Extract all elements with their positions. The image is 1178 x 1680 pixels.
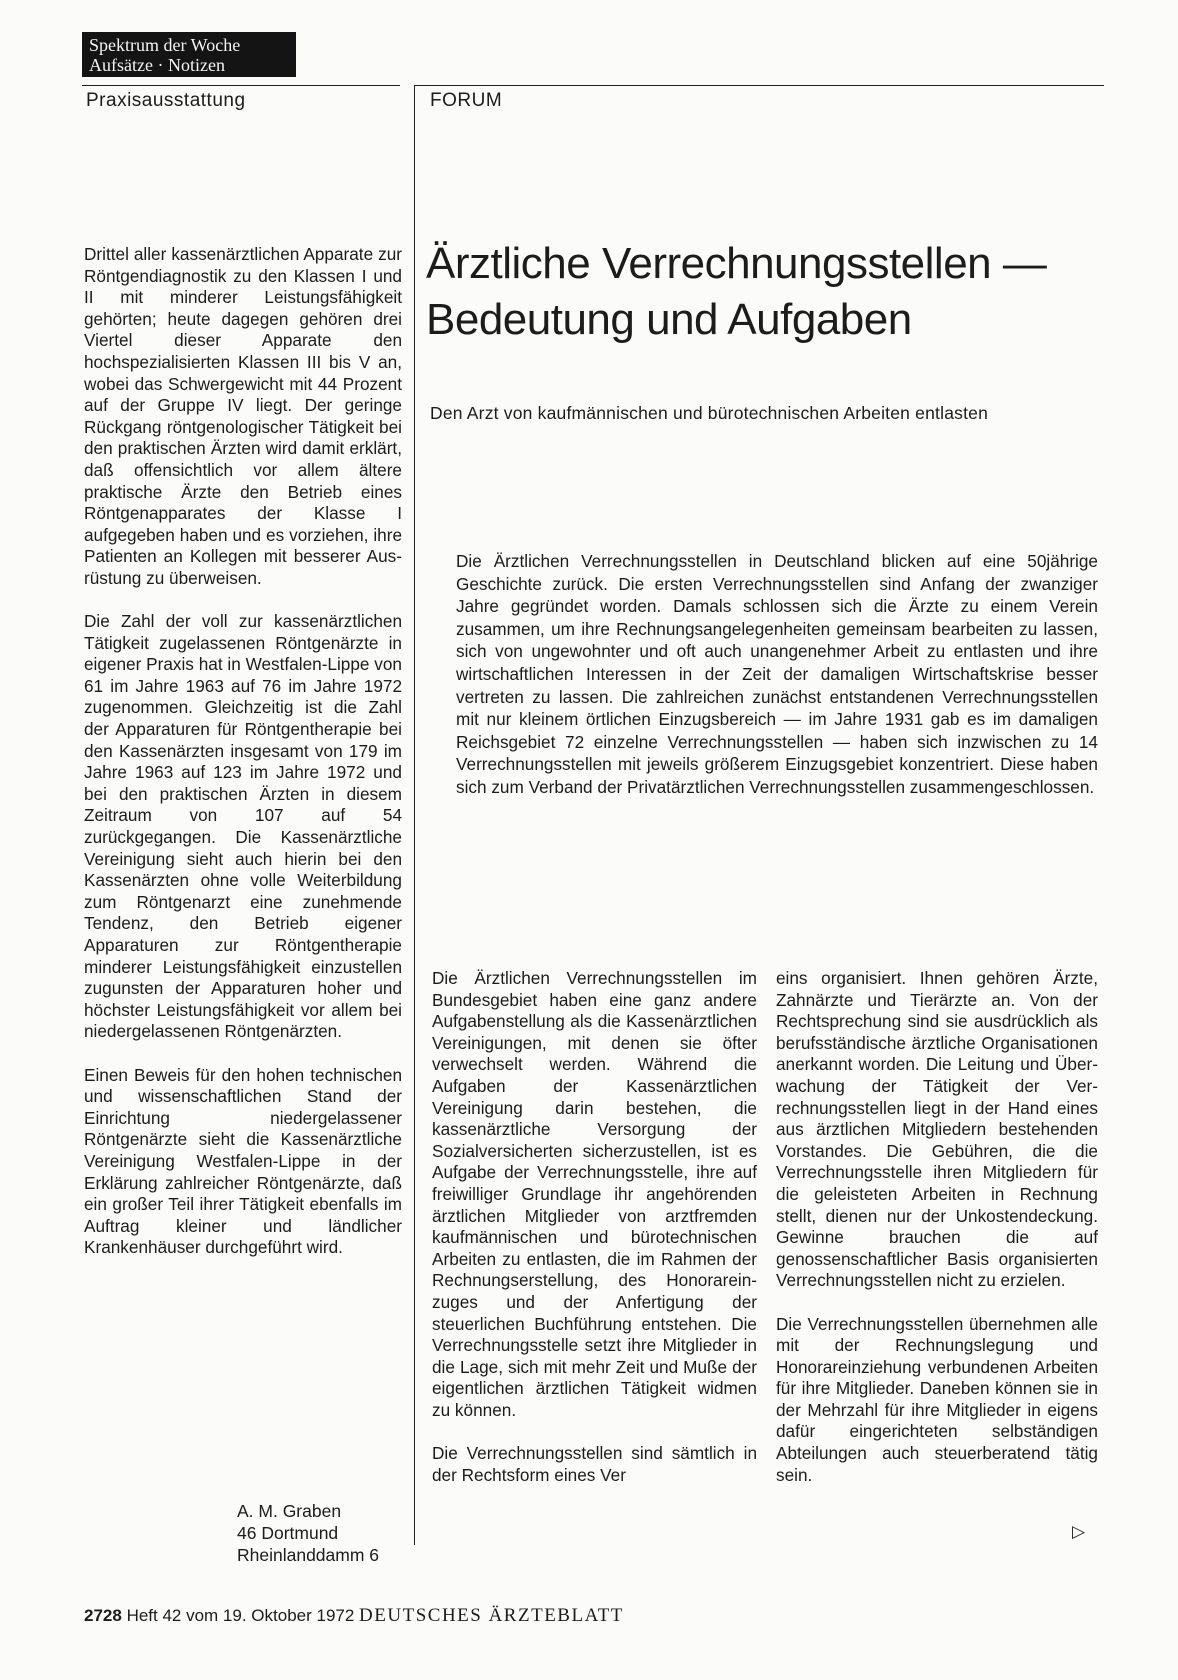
author-street: Rheinlanddamm 6 [237,1545,380,1565]
middle-paragraph-2: Die Verrechnungsstellen sind sämtlich in der Rechtsform eines Ver [432,1443,757,1485]
top-rule-left [82,85,400,86]
section-badge [82,32,296,77]
author-city: 46 Dortmund [237,1523,339,1543]
article-title-line-1: Ärztliche Verrechnungsstellen — [426,239,1047,288]
article-subtitle: Den Arzt von kaufmännischen und bürotechnischen Arbeiten entlasten [430,403,988,423]
left-column [84,244,402,1281]
badge-line-2: Aufsätze · Notizen [89,55,225,75]
author-name: A. M. Graben [237,1501,342,1521]
section-label-left: Praxisausstattung [86,90,246,111]
section-label-right: FORUM [430,90,503,111]
right-paragraph-2: Die Verrechnungsstellen übernehmen alle mit der Rechnungslegung und Honorareinziehung verbundenen Arbeiten für ihre Mitglieder. Daneben können sie in der Mehrzahl für ihre Mitglieder in eigens dafür eingerichteten selbständigen Abteilungen auch steuerberatend tätig sein. [776,1313,1098,1485]
article-lead: Die Ärztlichen Verrechnungsstellen in Deutschland blicken auf eine 50jährige Geschichte zurück. Die ersten Verrechnungsstellen sind Anfang der zwanziger Jahre gegründet worden. Damals schlossen sich die Ärzte zu einem Verein zusammen, um ihre Rechnungsangelegenheiten gemeinsam bearbeiten zu lassen, sich von ungewohnter und oft auch unangenehmer Arbeit zu entlasten und ihre wirtschaftlichen Interessen in der Zeit der damaligen Wirtschaftskrise besser vertreten zu lassen. Die zahlreichen zunächst entstandenen Verrechnungsstellen mit nur kleinem örtlichen Einzugsbereich — im Jahre 1931 gab es im damaligen Reichsgebiet 72 einzelne Verrechnungsstellen — haben sich inzwischen zu 14 Verrechnungsstellen mit jeweils größerem Einzugsgebiet konzentriert. Diese haben sich zum Verband der Privatärztlichen Verrechnungsstellen zusammengeschlossen. [456,551,1098,797]
right-paragraph-1: eins organisiert. Ihnen gehören Ärzte, Zahnärzte und Tierärzte an. Von der Rechtsprechung sind sie ausdrücklich als berufsständische ärztliche Organisationen anerkannt worden. Die Leitung und Überwachung der Tätigkeit der Verrechnungsstellen liegt in der Hand eines aus ärztlichen Mitgliedern bestehenden Vorstandes. Die Gebühren, die die Verrechnungsstelle ihren Mitgliedern für die geleisteten Arbeiten in Rechnung stellt, dienen nur der Unkostendeckung. Gewinne brauchen die auf genossenschaftlicher Basis organisierten Verrechnungsstellen nicht zu erzielen. [776,968,1098,1291]
author-block [237,1500,379,1566]
right-column [776,968,1098,1508]
left-paragraph-1: Drittel aller kassenärztlichen Apparate zur Röntgendiagnostik zu den Klassen I und II mit minderer Leistungsfähigkeit gehörten; heute dagegen gehören drei Viertel dieser Apparate den hochspezialisierten Klassen III bis V an, wobei das Schwergewicht mit 44 Prozent auf der Gruppe IV liegt. Der geringe Rückgang röntgenologischer Tätigkeit bei den praktischen Ärzten wird damit erklärt, daß offensichtlich vor allem ältere praktische Ärzte den Betrieb eines Röntgenapparates der Klasse I aufgegeben haben und es vorziehen, ihre Patienten an Kollegen mit besserer Ausrüstung zu überweisen. [84,244,402,588]
top-rule-right [414,85,1104,86]
left-paragraph-3: Einen Beweis für den hohen technischen und wissenschaftlichen Stand der Einrichtung niedergelassener Röntgenärzte sieht die Kassenärztliche Vereinigung Westfalen-Lippe in der Erklärung zahlreicher Röntgenärzte, daß ein großer Teil ihrer Tätigkeit ebenfalls im Auftrag kleiner und ländlicher Krankenhäuser durchgeführt wird. [84,1064,402,1258]
continue-arrow-icon: ▷ [1072,1522,1086,1541]
article-title [426,236,1126,348]
middle-paragraph-1: Die Ärztlichen Verrechnungsstellen im Bundesgebiet haben eine ganz andere Aufgabenstellung als die Kassenärztlichen Vereinigungen, mit denen sie öfter verwechselt werden. Während die Aufgaben der Kassenärztlichen Vereinigung darin bestehen, die kassenärztliche Versorgung der Sozialversicherten sicherzustellen, ist es Aufgabe der Verrechnungsstelle, ihre auf freiwilliger Grundlage ihr angehörenden ärztlichen Mitglieder von arztfremden kaufmännischen und bürotechnischen Arbeiten zu entlasten, die im Rahmen der Rechnungserstellung, des Honorareinzuges und der Anfertigung der steuerlichen Buchführung entstehen. Die Verrechnungsstelle setzt ihre Mitglieder in die Lage, sich mit mehr Zeit und Muße der eigentlichen ärztlichen Tätigkeit widmen zu können. [432,968,757,1420]
issue-info: Heft 42 vom 19. Oktober 1972 [126,1606,355,1625]
page-number: 2728 [84,1606,122,1625]
badge-line-1: Spektrum der Woche [89,35,241,55]
magazine-name: DEUTSCHES ÄRZTEBLATT [359,1605,624,1626]
article-title-line-2: Bedeutung und Aufgaben [426,295,912,344]
middle-column [432,968,757,1508]
page-footer [84,1605,624,1627]
column-divider [414,85,415,1545]
left-paragraph-2: Die Zahl der voll zur kassenärztlichen Tätigkeit zugelassenen Röntgenärzte in eigener Praxis hat in Westfalen-Lippe von 61 im Jahre 1963 auf 76 im Jahre 1972 zugenommen. Gleichzeitig ist die Zahl der Apparaturen für Röntgentherapie bei den Kassenärzten insgesamt von 179 im Jahre 1963 auf 123 im Jahre 1972 und bei den praktischen Ärzten in diesem Zeitraum von 107 auf 54 zurückgegangen. Die Kassenärztliche Vereinigung sieht auch hierin bei den Kassenärzten ohne volle Weiterbildung zum Röntgenarzt eine zunehmende Tendenz, den Betrieb eigener Apparaturen zur Röntgentherapie minderer Leistungsfähigkeit einzustellen zugunsten der Apparaturen hoher und höchster Leistungsfähigkeit vor allem bei niedergelassenen Röntgenärzten. [84,611,402,1042]
